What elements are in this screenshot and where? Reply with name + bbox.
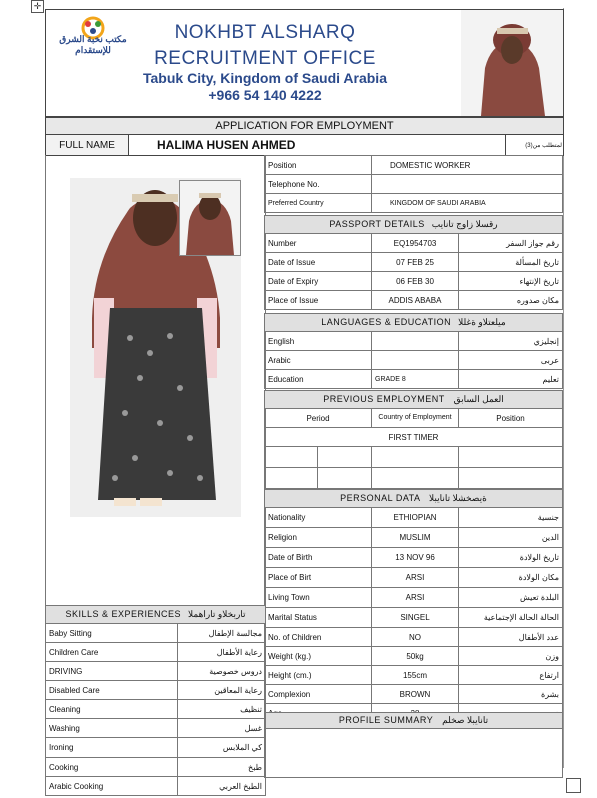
skills-title: SKILLS & EXPERIENCES xyxy=(65,609,181,619)
place-of-birth-arabic: مكان الولادة xyxy=(459,568,563,588)
languages-section-title xyxy=(264,313,563,332)
living-town-arabic: البلدة تعيش xyxy=(459,588,563,608)
passport-number-label: Number xyxy=(265,234,372,253)
children-arabic: عدد الأطفال xyxy=(459,628,563,647)
living-town-value: ARSI xyxy=(372,588,459,608)
logo-text: مكتب نخبة الشرق للإستقدام xyxy=(59,34,127,55)
place-of-birth-label: Place of Birt xyxy=(265,568,372,588)
marital-status-arabic: الحالة الحالة الإجتماعية xyxy=(459,608,563,628)
languages-title: LANGUAGES & EDUCATION xyxy=(321,317,452,327)
nationality-label: Nationality xyxy=(265,508,372,528)
skill-baby-sitting: Baby Sitting xyxy=(46,624,178,643)
complexion-value: BROWN xyxy=(372,685,459,704)
skill-washing-arabic: غسل xyxy=(178,719,266,738)
weight-label: Weight (kg.) xyxy=(265,647,372,666)
passport-photo xyxy=(179,180,241,256)
full-name-label: FULL NAME xyxy=(46,135,129,156)
full-name-row xyxy=(45,134,564,156)
employment-empty-cell xyxy=(459,447,563,468)
skills-title-arabic: تاربخلاو تاراهملا xyxy=(188,609,246,619)
office-name-line-1: NOKHBT ALSHARQ xyxy=(174,22,356,43)
issue-date-arabic: تاريخ المسألة xyxy=(459,253,563,272)
position-value: DOMESTIC WORKER xyxy=(372,156,563,175)
expiry-date-value: 06 FEB 30 xyxy=(372,272,459,291)
employment-title-arabic: العمل السابق xyxy=(453,394,504,404)
skills-section-title xyxy=(45,605,266,624)
place-of-issue-label: Place of Issue xyxy=(265,291,372,310)
skill-cleaning-arabic: تنظيف xyxy=(178,700,266,719)
english-arabic: إنجليزي xyxy=(459,332,563,351)
passport-table xyxy=(264,233,563,310)
complexion-label: Complexion xyxy=(265,685,372,704)
candidate-portrait-photo xyxy=(461,10,563,116)
profile-summary-arabic: تانايبلا صخلم xyxy=(442,715,489,725)
skill-driving: DRIVING xyxy=(46,662,178,681)
skill-ironing: Ironing xyxy=(46,738,178,758)
skill-arabic-cooking-arabic: الطبخ العربي xyxy=(178,777,266,796)
employment-section-title xyxy=(264,390,563,409)
english-label: English xyxy=(265,332,372,351)
employment-empty-cell xyxy=(265,468,372,489)
period-header: Period xyxy=(265,409,372,428)
personal-section-title xyxy=(264,489,563,508)
profile-summary-box xyxy=(264,727,563,778)
arabic-value xyxy=(372,351,459,370)
country-header: Country of Employment xyxy=(372,409,459,428)
marital-status-label: Marital Status xyxy=(265,608,372,628)
skill-disabled-care-arabic: رعاية المعاقين xyxy=(178,681,266,700)
employment-empty-cell xyxy=(372,447,459,468)
skill-cleaning: Cleaning xyxy=(46,700,178,719)
english-value xyxy=(372,332,459,351)
dob-value: 13 NOV 96 xyxy=(372,548,459,568)
children-label: No. of Children xyxy=(265,628,372,647)
arabic-label: Arabic xyxy=(265,351,372,370)
expiry-date-arabic: تاريخ الإنتهاء xyxy=(459,272,563,291)
employment-empty-cell xyxy=(265,447,372,468)
passport-title-arabic: رقسلا زاوج تانايب xyxy=(431,219,498,229)
preferred-country-value: KINGDOM OF SAUDI ARABIA xyxy=(372,194,563,213)
nationality-arabic: جنسية xyxy=(459,508,563,528)
employment-title: PREVIOUS EMPLOYMENT xyxy=(323,394,445,404)
employment-empty-cell xyxy=(372,468,459,489)
office-city: Tabuk City, Kingdom of Saudi Arabia xyxy=(143,70,387,86)
languages-table xyxy=(264,331,563,389)
passport-title: PASSPORT DETAILS xyxy=(329,219,425,229)
skill-cooking: Cooking xyxy=(46,758,178,777)
employment-table xyxy=(264,408,563,489)
telephone-label: Telephone No. xyxy=(265,175,372,194)
skill-baby-sitting-arabic: مجالسة الإطفال xyxy=(178,624,266,643)
personal-title-arabic: ةيصخشلا تانايبلا xyxy=(429,493,487,503)
religion-label: Religion xyxy=(265,528,372,548)
skill-washing: Washing xyxy=(46,719,178,738)
place-of-birth-value: ARSI xyxy=(372,568,459,588)
move-handle-icon[interactable]: ✛ xyxy=(31,0,44,13)
first-timer: FIRST TIMER xyxy=(265,428,563,447)
employment-divider xyxy=(317,447,318,488)
complexion-arabic: بشرة xyxy=(459,685,563,704)
living-town-label: Living Town xyxy=(265,588,372,608)
languages-title-arabic: ميلعتلاو ةغللا xyxy=(458,317,506,327)
telephone-value xyxy=(372,175,563,194)
education-value: GRADE 8 xyxy=(372,370,459,389)
header-photo-frame xyxy=(461,9,564,117)
passport-number-value: EQ1954703 xyxy=(372,234,459,253)
skill-children-care: Children Care xyxy=(46,643,178,662)
place-of-issue-arabic: مكان صدوره xyxy=(459,291,563,310)
employment-empty-cell xyxy=(459,468,563,489)
education-arabic: تعليم xyxy=(459,370,563,389)
issue-date-value: 07 FEB 25 xyxy=(372,253,459,272)
weight-value: 50kg xyxy=(372,647,459,666)
skill-children-care-arabic: رعاية الأطفال xyxy=(178,643,266,662)
full-name-value: HALIMA HUSEN AHMED xyxy=(129,135,506,156)
profile-summary-label: PROFILE SUMMARY xyxy=(338,715,434,725)
height-arabic: ارتفاع xyxy=(459,666,563,685)
position-table xyxy=(264,155,563,213)
skill-driving-arabic: دروس خصوصية xyxy=(178,662,266,681)
skill-ironing-arabic: كي الملابس xyxy=(178,738,266,758)
dob-label: Date of Birth xyxy=(265,548,372,568)
nationality-value: ETHIOPIAN xyxy=(372,508,459,528)
expiry-date-label: Date of Expiry xyxy=(265,272,372,291)
skill-arabic-cooking: Arabic Cooking xyxy=(46,777,178,796)
arabic-arabic: عربى xyxy=(459,351,563,370)
personal-table xyxy=(264,507,563,723)
marital-status-value: SINGEL xyxy=(372,608,459,628)
resize-handle-icon[interactable] xyxy=(566,778,581,793)
office-phone: +966 54 140 4222 xyxy=(208,87,322,103)
education-label: Education xyxy=(265,370,372,389)
weight-arabic: وزن xyxy=(459,647,563,666)
skills-table xyxy=(45,623,266,796)
preferred-country-label: Preferred Country xyxy=(265,194,372,213)
office-name-line-2: RECRUITMENT OFFICE xyxy=(154,48,376,69)
skill-cooking-arabic: طبخ xyxy=(178,758,266,777)
position-label: Position xyxy=(265,156,372,175)
children-value: NO xyxy=(372,628,459,647)
passport-number-arabic: رقم جواز السفر xyxy=(459,234,563,253)
issue-date-label: Date of Issue xyxy=(265,253,372,272)
full-name-arabic-label: لمتطلب من(3) xyxy=(506,135,564,156)
place-of-issue-value: ADDIS ABABA xyxy=(372,291,459,310)
height-value: 155cm xyxy=(372,666,459,685)
dob-arabic: تاريخ الولادة xyxy=(459,548,563,568)
personal-title: PERSONAL DATA xyxy=(340,493,420,503)
passport-section-title xyxy=(264,215,563,234)
skill-disabled-care: Disabled Care xyxy=(46,681,178,700)
position-header: Position xyxy=(459,409,563,428)
religion-value: MUSLIM xyxy=(372,528,459,548)
religion-arabic: الدين xyxy=(459,528,563,548)
height-label: Height (cm.) xyxy=(265,666,372,685)
application-title: APPLICATION FOR EMPLOYMENT xyxy=(45,117,564,135)
